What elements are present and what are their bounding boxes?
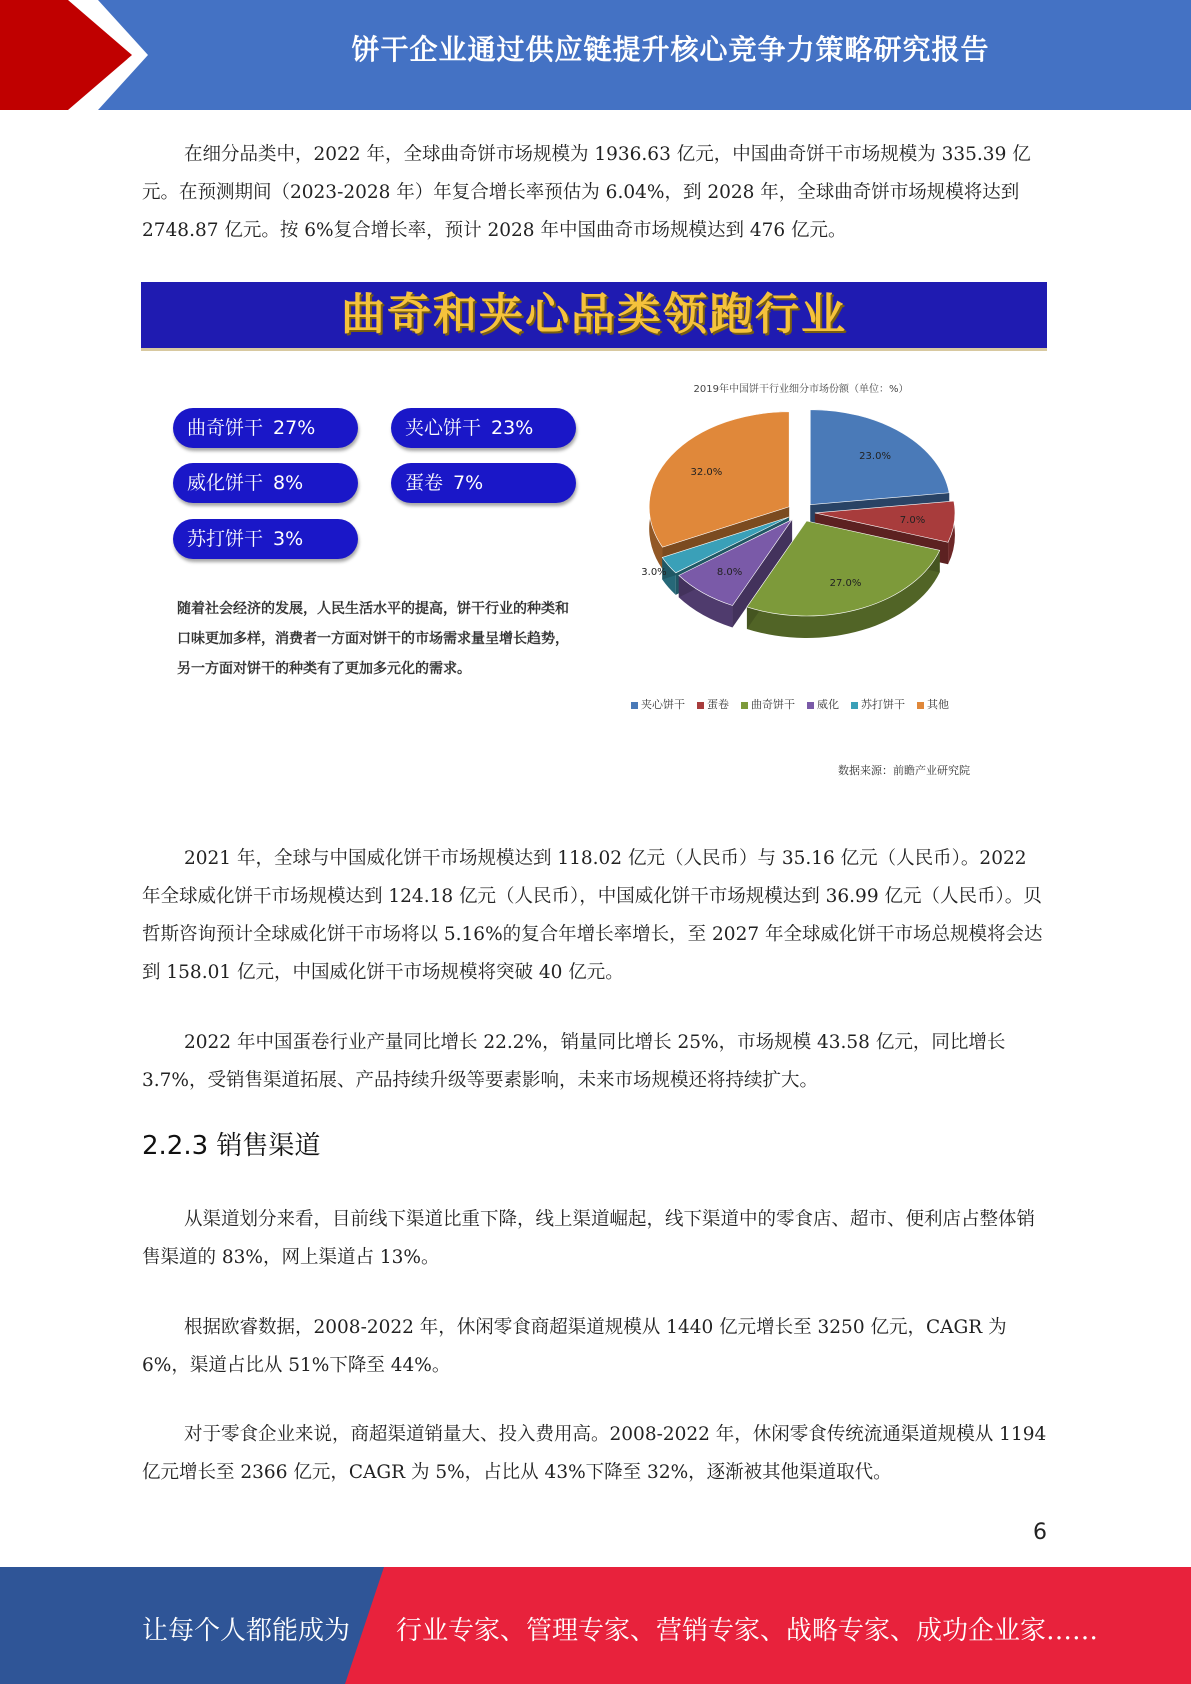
chart-legend xyxy=(631,696,1031,712)
legend-item xyxy=(807,696,839,712)
pill-cookie: 曲奇饼干 27% xyxy=(173,408,358,448)
infographic-banner xyxy=(141,282,1047,351)
slice-soda-label: 3.0% xyxy=(641,567,667,579)
paragraph-cookie-market: 在细分品类中，2022 年，全球曲奇饼市场规模为 1936.63 亿元，中国曲奇饼干市场规模为 335.39 亿元。在预测期间（2023-2028 年）年复合增长率预估为 6.04%，到 2028 年，全球曲奇饼市场规模将达到 2748.87 亿元。按 6%复合增长率，预计 2028 年中国曲奇市场规模达到 476 亿元。 xyxy=(142,144,1031,241)
slice-sandwich-label: 23.0% xyxy=(859,450,891,462)
legend-swatch xyxy=(917,702,924,709)
legend-swatch xyxy=(631,702,638,709)
pill-sandwich: 夹心饼干 23% xyxy=(391,408,576,448)
header-arrow-decoration xyxy=(0,0,150,110)
slice-wafer-label: 8.0% xyxy=(716,566,743,578)
legend-item xyxy=(631,696,685,712)
infographic-description: 随着社会经济的发展，人民生活水平的提高，饼干行业的种类和口味更加多样，消费者一方面对饼干的市场需求量呈增长趋势，另一方面对饼干的种类有了更加多元化的需求。 xyxy=(177,601,569,677)
pill-wafer: 威化饼干 8% xyxy=(173,463,358,503)
page-number: 6 xyxy=(1033,1520,1047,1545)
pill-soda: 苏打饼干 3% xyxy=(173,519,358,559)
data-source: 数据来源：前瞻产业研究院 xyxy=(838,764,970,777)
slice-cookie-label: 27.0% xyxy=(829,578,862,590)
paragraph-traditional-channel: 对于零食企业来说，商超渠道销量大、投入费用高。2008-2022 年，休闲零食传统流通渠道规模从 1194 亿元增长至 2366 亿元，CAGR 为 5%，占比从 43%下降至 32%，逐渐被其他渠道取代。 xyxy=(142,1424,1047,1483)
page-header xyxy=(0,0,1191,110)
report-title: 饼干企业通过供应链提升核心竞争力策略研究报告 xyxy=(351,33,990,66)
legend-item xyxy=(851,696,905,712)
legend-label: 夹心饼干 xyxy=(641,698,685,711)
legend-label: 蛋卷 xyxy=(707,698,729,711)
legend-item xyxy=(917,696,949,712)
legend-label: 曲奇饼干 xyxy=(751,698,795,711)
section-heading: 2.2.3 销售渠道 xyxy=(142,1131,321,1161)
legend-label: 苏打饼干 xyxy=(861,698,905,711)
slice-egg-roll-label: 7.0% xyxy=(899,515,926,527)
legend-swatch xyxy=(741,702,748,709)
paragraph-supermarket-channel: 根据欧睿数据，2008-2022 年，休闲零食商超渠道规模从 1440 亿元增长至 3250 亿元，CAGR 为 6%，渠道占比从 51%下降至 44%。 xyxy=(142,1317,1007,1376)
banner-title: 曲奇和夹心品类领跑行业 xyxy=(341,289,847,340)
paragraph-channel-split: 从渠道划分来看，目前线下渠道比重下降，线上渠道崛起，线下渠道中的零食店、超市、便利店占整体销售渠道的 83%，网上渠道占 13%。 xyxy=(142,1209,1036,1268)
pie-chart xyxy=(611,392,1011,662)
legend-item xyxy=(741,696,795,712)
category-infographic xyxy=(141,282,1047,792)
legend-swatch xyxy=(807,702,814,709)
legend-swatch xyxy=(851,702,858,709)
chart-title: 2019年中国饼干行业细分市场份额（单位：%） xyxy=(693,384,909,395)
footer-slogan-right: 行业专家、管理专家、营销专家、战略专家、成功企业家…… xyxy=(396,1616,1099,1646)
pill-egg-roll: 蛋卷 7% xyxy=(391,463,576,503)
legend-label: 其他 xyxy=(927,698,949,711)
legend-swatch xyxy=(697,702,704,709)
slice-other-label: 32.0% xyxy=(690,467,723,479)
legend-item xyxy=(697,696,729,712)
legend-label: 威化 xyxy=(817,698,839,711)
paragraph-egg-roll-market: 2022 年中国蛋卷行业产量同比增长 22.2%，销量同比增长 25%，市场规模 43.58 亿元，同比增长 3.7%，受销售渠道拓展、产品持续升级等要素影响，未来市场规模还将持续扩大。 xyxy=(142,1032,1006,1091)
footer-slogan-left: 让每个人都能成为 xyxy=(142,1616,351,1646)
paragraph-wafer-market: 2021 年，全球与中国威化饼干市场规模达到 118.02 亿元（人民币）与 35.16 亿元（人民币）。2022 年全球威化饼干市场规模达到 124.18 亿元（人民币），中国威化饼干市场规模达到 36.99 亿元（人民币）。贝哲斯咨询预计全球威化饼干市场将以 5.16%的复合年增长率增长，至 2027 年全球威化饼干市场总规模将会达到 158.01 亿元，中国威化饼干市场规模将突破 40 亿元。 xyxy=(142,848,1043,983)
